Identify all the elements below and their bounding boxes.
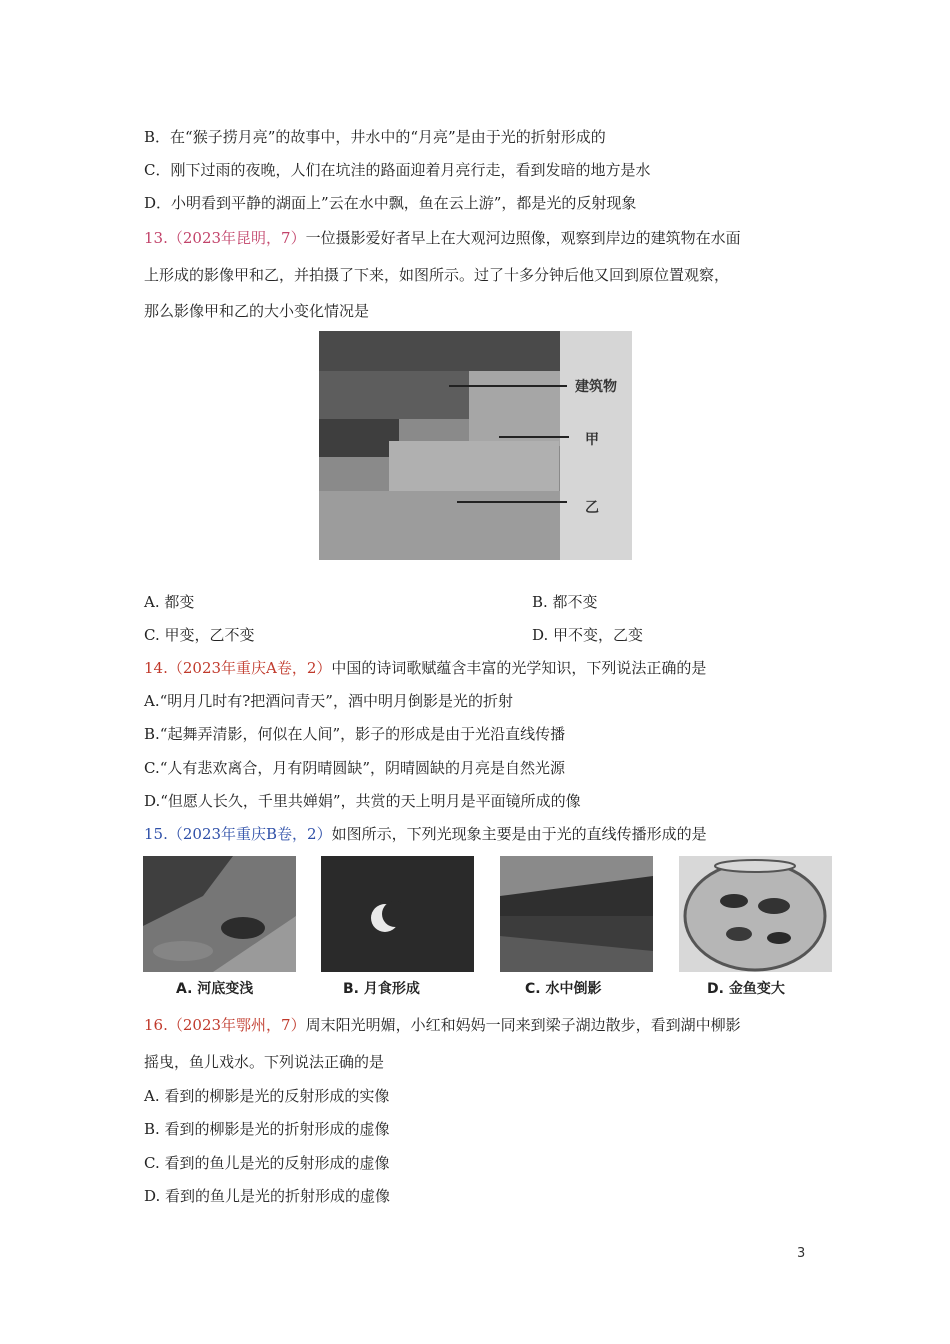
q15-caption-a: A. 河底变浅 — [176, 981, 254, 997]
q14-source: （2023年重庆A卷，2） — [167, 659, 332, 677]
q16-option-b: B. 看到的柳影是光的折射形成的虚像 — [144, 1120, 390, 1138]
page-number: 3 — [797, 1246, 806, 1261]
q14-option-c: C.“人有悲欢离合，月有阴晴圆缺”，阴晴圆缺的月亮是自然光源 — [144, 759, 566, 777]
q15-stem — [144, 824, 707, 844]
q14-option-a: A.“明月几时有?把酒问青天”，酒中明月倒影是光的折射 — [144, 692, 513, 710]
q13-option-a: A. 都变 — [144, 593, 195, 611]
q15-caption-c: C. 水中倒影 — [525, 981, 602, 997]
q16-number: 16. — [144, 1016, 168, 1034]
q14-option-b: B.“起舞弄清影，何似在人间”，影子的形成是由于光沿直线传播 — [144, 725, 566, 743]
q16-option-c: C. 看到的鱼儿是光的反射形成的虚像 — [144, 1154, 390, 1172]
q13-label-yi: 乙 — [585, 500, 599, 516]
q15-text: 如图所示，下列光现象主要是由于光的直线传播形成的是 — [331, 825, 707, 843]
q16-text-1: 周末阳光明媚，小红和妈妈一同来到梁子湖边散步，看到湖中柳影 — [305, 1016, 741, 1034]
q13-leader-building — [449, 385, 567, 387]
q14-text: 中国的诗词歌赋蕴含丰富的光学知识，下列说法正确的是 — [331, 659, 707, 677]
q16-text-2: 摇曳，鱼儿戏水。下列说法正确的是 — [144, 1053, 385, 1071]
q12-option-d: D．小明看到平静的湖面上”云在水中飘，鱼在云上游”，都是光的反射现象 — [144, 194, 637, 212]
q13-number: 13. — [144, 229, 168, 247]
q16-option-a: A. 看到的柳影是光的反射形成的实像 — [144, 1087, 390, 1105]
q13-stem-line1 — [144, 228, 741, 248]
q15-caption-b: B. 月食形成 — [343, 981, 420, 997]
q13-label-building: 建筑物 — [575, 379, 617, 395]
q12-option-c: C．刚下过雨的夜晚，人们在坑洼的路面迎着月亮行走，看到发暗的地方是水 — [144, 161, 651, 179]
q13-figure-water — [469, 371, 560, 446]
q15-picture-d — [679, 856, 832, 972]
lunar-eclipse-image — [321, 856, 474, 972]
q13-option-b: B. 都不变 — [532, 593, 598, 611]
q16-stem-line1 — [144, 1015, 741, 1035]
q14-number: 14. — [144, 659, 168, 677]
q13-option-c: C. 甲变，乙不变 — [144, 626, 255, 644]
q13-figure-pier — [319, 419, 399, 457]
q16-source: （2023年鄂州，7） — [167, 1016, 306, 1034]
q13-leader-yi — [457, 501, 567, 503]
q12-option-b: B．在“猴子捞月亮”的故事中，井水中的“月亮”是由于光的折射形成的 — [144, 128, 606, 146]
q13-text-1: 一位摄影爱好者早上在大观河边照像，观察到岸边的建筑物在水面 — [305, 229, 741, 247]
river-rock-image — [143, 856, 296, 972]
q13-figure-reflection-jia — [389, 441, 559, 491]
q16-option-d: D. 看到的鱼儿是光的折射形成的虚像 — [144, 1187, 391, 1205]
q13-figure-photo — [319, 331, 632, 560]
q15-source: （2023年重庆B卷，2） — [167, 825, 332, 843]
q15-number: 15. — [144, 825, 168, 843]
q13-figure-building — [319, 371, 469, 419]
q13-leader-jia — [499, 436, 569, 438]
q15-caption-d: D. 金鱼变大 — [707, 981, 785, 997]
q14-stem — [144, 658, 706, 678]
q15-picture-c — [500, 856, 653, 972]
water-reflection-image — [500, 856, 653, 972]
q13-option-d: D. 甲不变，乙变 — [532, 626, 644, 644]
goldfish-bowl-image — [679, 856, 832, 972]
q13-label-jia: 甲 — [585, 432, 599, 448]
q13-text-3: 那么影像甲和乙的大小变化情况是 — [144, 302, 370, 320]
q15-picture-b — [321, 856, 474, 972]
q13-source: （2023年昆明，7） — [167, 229, 306, 247]
q13-text-2: 上形成的影像甲和乙，并拍摄了下来，如图所示。过了十多分钟后他又回到原位置观察， — [144, 266, 730, 284]
q15-picture-a — [143, 856, 296, 972]
q14-option-d: D.“但愿人长久，千里共婵娟”，共赏的天上明月是平面镜所成的像 — [144, 792, 581, 810]
